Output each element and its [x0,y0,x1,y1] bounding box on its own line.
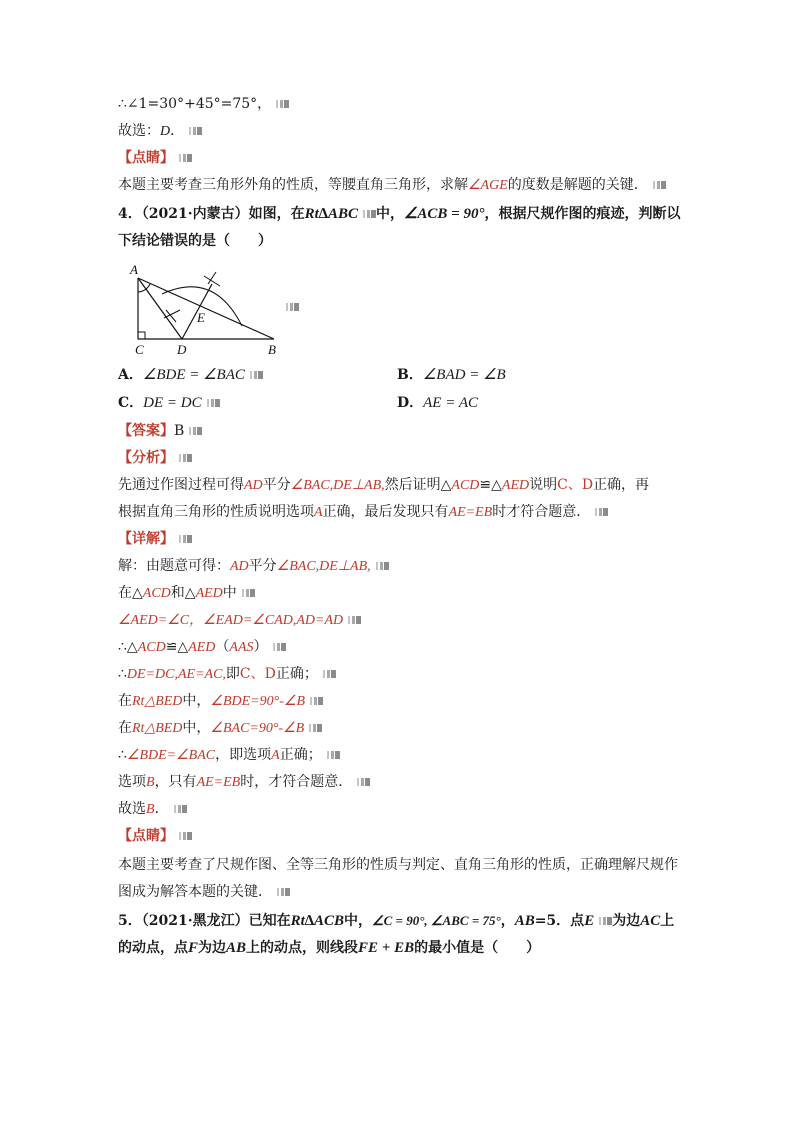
watermark-icon [189,427,202,435]
text: A． [118,367,143,383]
watermark-icon [595,508,608,516]
bisector-ad [138,278,182,339]
text: 故选 [118,801,146,817]
text: 解：由题意可得： [118,558,230,574]
text: AD [230,559,249,574]
text: ∴△ [118,639,138,655]
summary-line1 [118,855,678,875]
arc-small [138,284,150,292]
text: 即 [225,666,240,682]
text: 根据直角三角形的性质说明选项 [118,504,314,520]
text: B [146,775,155,790]
text: AB [514,913,535,929]
question-5-line2 [118,938,540,958]
watermark-icon [242,589,255,597]
question-4-line1 [118,204,680,224]
watermark-icon [376,562,389,570]
option-d [397,393,478,413]
question-5-line1 [118,911,674,931]
text: 为边 [198,940,227,956]
watermark-icon [286,303,299,311]
option-c [118,393,220,413]
solution-line10 [118,799,187,820]
text: ∠BDE = ∠BAC [142,367,245,383]
solution-line9 [118,772,370,793]
answer-line [118,421,202,441]
text: ，即选项 [215,747,272,763]
solution-line8 [118,745,340,766]
watermark-icon [276,100,289,108]
text: 【分析】 [118,450,174,466]
text: =5．点 [534,913,585,929]
text: 上 [660,913,675,929]
text: 【答案】 [118,423,174,439]
text: 为边 [612,913,641,929]
text: FE + EB [358,940,415,956]
triangle-figure [124,260,284,360]
text: ACD [137,640,166,655]
text: D [160,124,171,139]
arc-cross-1 [164,310,180,322]
text: D． [397,395,424,411]
text: ， [500,913,515,929]
label-e: E [197,310,205,325]
right-angle-mark [138,332,145,339]
text: 正确； [275,666,318,682]
watermark-icon [348,616,361,624]
text: 在 [118,693,132,709]
text: 和△ [170,585,196,601]
text: AED [195,586,223,601]
solution-line1 [118,556,389,577]
text: ∠BAC,DE⊥AB, [290,478,385,493]
solution-line3 [118,610,361,631]
text: ∠BDE=90°-∠B [210,694,305,709]
text: 在 [118,720,132,736]
text: DE = DC [143,395,202,411]
text: A [271,748,280,763]
text: AE = AC [423,395,478,411]
question-4-line2 [118,231,272,251]
text: 4．（2021·内蒙古）如图，在 [118,206,305,222]
text: 图成为解答本题的关键． [118,884,272,900]
text: AED [188,640,216,655]
text: B [146,802,155,817]
text: 的度数是解题的关键． [507,177,648,193]
text: 的最小值是（ ） [414,940,541,956]
tag-dianjing [118,148,192,168]
text: DE=DC,AE=AC, [126,667,226,682]
text: C、D [239,666,276,682]
text: 中， [182,693,211,709]
text: 时，才符合题意． [240,774,353,790]
label-d: D [177,342,187,357]
text: 下结论错误的是（ ） [118,233,272,249]
watermark-icon [189,127,202,135]
text: 平分 [248,558,277,574]
watermark-icon [174,805,187,813]
text: ∠C = 90°, ∠ABC = 75° [371,913,501,928]
text: ≌△ [165,639,189,655]
text: ∴ [118,747,127,763]
text: ，根据尺规作图的痕迹，判断以 [484,206,681,222]
text: AB [226,940,247,956]
text: A [314,505,323,520]
text: 正确，最后发现只有 [322,504,449,520]
line-choice-d [118,121,202,142]
watermark-icon [179,454,192,462]
watermark-icon [363,210,376,218]
text: AD [244,478,263,493]
label-c: C [135,342,144,357]
text: 正确； [279,747,322,763]
text: AE=EB [448,505,493,520]
summary-line2 [118,882,290,902]
text: 的动点，点 [118,940,188,956]
watermark-icon [250,371,263,379]
text: ∠BAD = ∠B [422,367,506,383]
label-b: B [268,342,276,357]
analysis-line2 [118,502,608,523]
text: 【点睛】 [118,150,174,166]
text: ACD [142,586,171,601]
watermark-icon [599,917,612,925]
text: 中， [343,913,372,929]
text: 平分 [262,477,291,493]
watermark-icon [273,643,286,651]
text: 在△ [118,585,143,601]
text: 时才符合题意． [492,504,591,520]
watermark-icon [207,399,220,407]
solution-line6 [118,691,323,712]
solution-line4 [118,637,286,658]
tag-fenxi [118,448,192,468]
text: ∴∠1=30°+45°=75°， [118,96,272,112]
tag-dianjing-2 [118,826,192,846]
analysis-line1 [118,475,649,496]
text: 先通过作图过程可得 [118,477,244,493]
text: ） [253,639,268,655]
watermark-icon [309,724,322,732]
text: ∠BAC=90°-∠B [210,721,305,736]
text: B． [397,367,423,383]
watermark-icon [179,832,192,840]
text: AED [501,478,530,493]
arc-cross-2 [204,272,220,286]
text: AC [640,913,661,929]
watermark-icon [277,888,290,896]
text: Rt△BED [132,694,183,709]
side-ab [138,278,274,339]
text: ∠AGE [468,178,508,193]
watermark-icon [179,154,192,162]
text: 中 [222,585,237,601]
label-a: A [130,262,138,277]
text: ． [154,801,169,817]
tag-xiangjie [118,529,192,549]
text: 本题主要考查三角形外角的性质，等腰直角三角形，求解 [118,177,468,193]
text: 中， [375,206,404,222]
watermark-icon [179,535,192,543]
text: Rt△BED [132,721,183,736]
text: F [188,940,199,956]
text: AAS [229,640,254,655]
text: C． [118,395,144,411]
watermark-icon [327,751,340,759]
text: 选项 [118,774,146,790]
text: E [584,913,595,929]
text: ∠AED=∠C，∠EAD=∠CAD,AD=AD [118,613,344,628]
text: ∠BDE=∠BAC [126,748,216,763]
option-a [118,365,263,385]
text: 5．（2021·黑龙江）已知在 [118,913,291,929]
text: 【点睛】 [118,828,174,844]
text: （ [215,639,230,655]
text: Rt∆ABC [304,206,358,222]
text: 中， [182,720,211,736]
text: 故选： [118,123,160,139]
solution-line5 [118,664,336,685]
line-angle-sum [118,94,289,114]
text: ，只有 [154,774,197,790]
text: 正确，再 [593,477,650,493]
watermark-icon [323,670,336,678]
solution-line7 [118,718,322,739]
text: AE=EB [196,775,241,790]
text: C、D [557,477,594,493]
text: Rt∆ACB [290,913,344,929]
watermark-icon [357,778,370,786]
text: ≌△ [479,477,502,493]
text: ∠BAC,DE⊥AB, [276,559,371,574]
option-b [397,365,506,385]
text: ． [170,123,185,139]
text: 本题主要考查了尺规作图、全等三角形的性质与判定、直角三角形的性质，正确理解尺规作 [118,857,678,873]
text: B [174,423,185,439]
text: ACD [451,478,480,493]
text: 说明 [529,477,558,493]
text: 【详解】 [118,531,174,547]
text: 然后证明△ [384,477,452,493]
text: 上的动点，则线段 [246,940,359,956]
text: ∠ACB = 90° [403,206,485,222]
watermark-icon [310,697,323,705]
text: ∴ [118,666,127,682]
watermark-icon [653,181,666,189]
line-summary-1 [118,175,666,196]
solution-line2 [118,583,255,604]
